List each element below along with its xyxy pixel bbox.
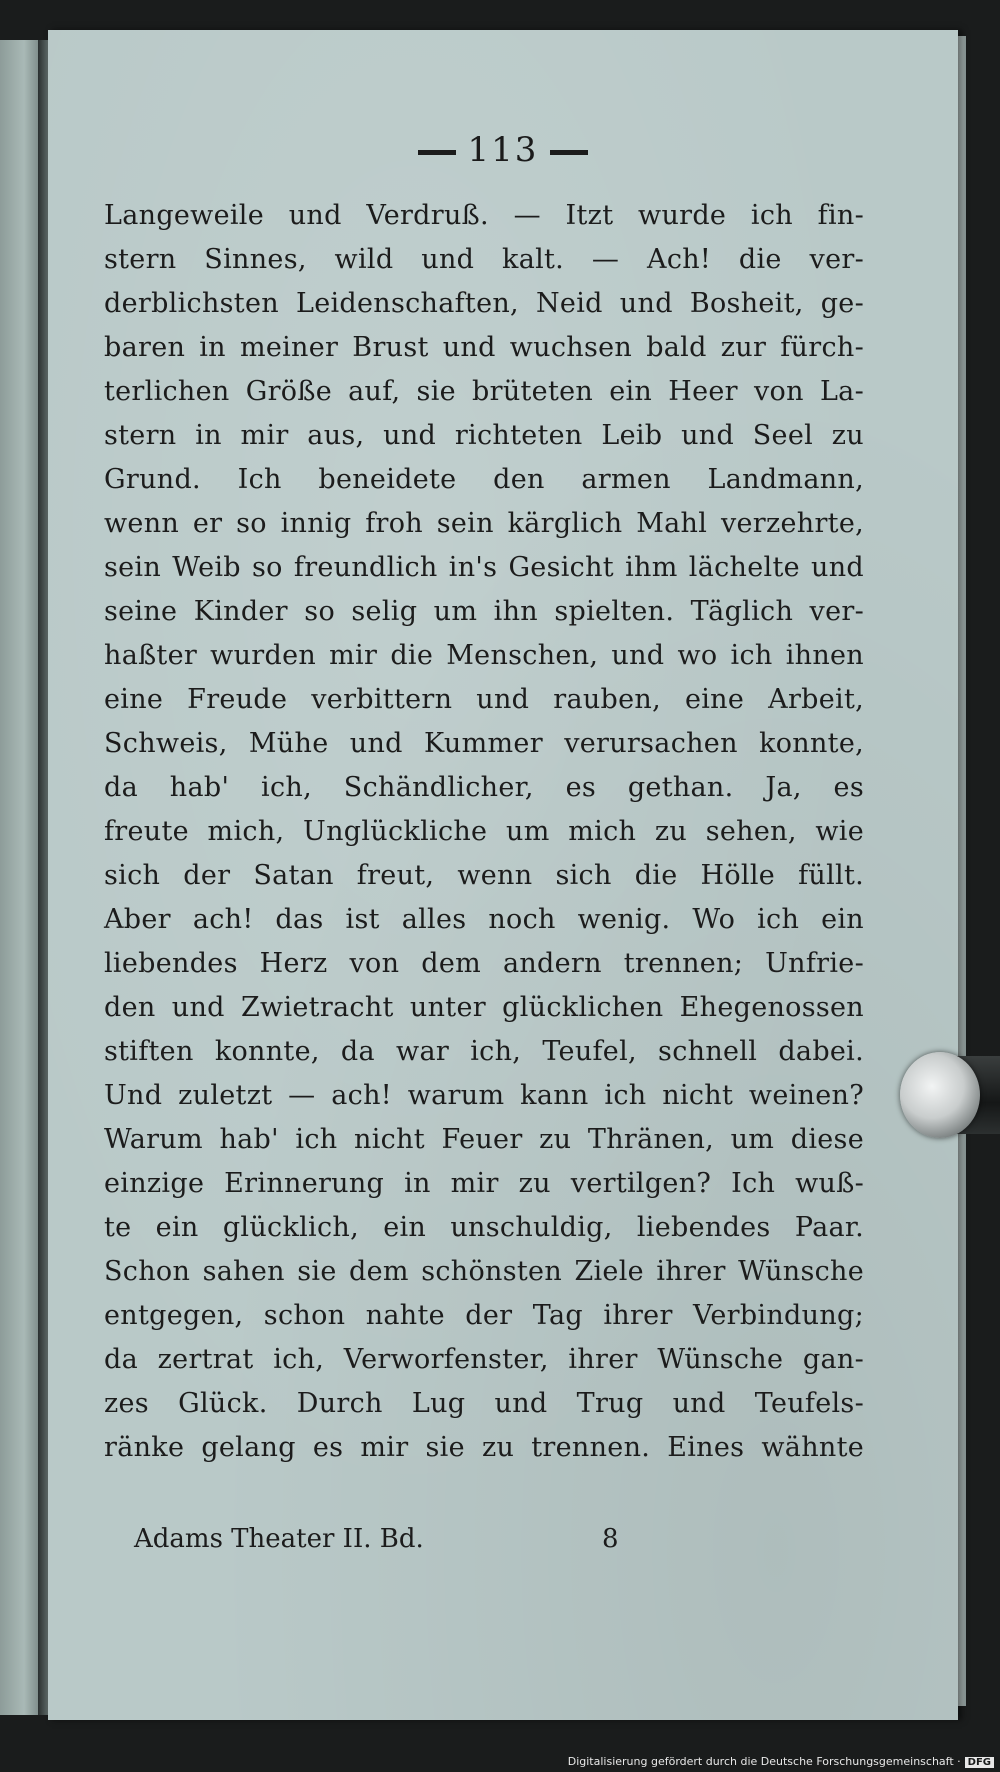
text-line: Warum hab' ich nicht Feuer zu Thränen, um diese xyxy=(104,1124,864,1155)
text-line: Langeweile und Verdruß. — Itzt wurde ich fin- xyxy=(104,200,864,231)
text-line: te ein glücklich, ein unschuldig, liebendes Paar. xyxy=(104,1212,864,1243)
digitization-credit xyxy=(568,1755,994,1768)
text-line: derblichsten Leidenschaften, Neid und Bosheit, ge- xyxy=(104,288,864,319)
text-line: sich der Satan freut, wenn sich die Hölle füllt. xyxy=(104,860,864,891)
text-line: stern in mir aus, und richteten Leib und Seel zu xyxy=(104,420,864,451)
text-line: ränke gelang es mir sie zu trennen. Eines wähnte xyxy=(104,1432,864,1463)
text-line: wenn er so innig froh sein kärglich Mahl verzehrte, xyxy=(104,508,864,539)
text-line: terlichen Größe auf, sie brüteten ein Heer von La- xyxy=(104,376,864,407)
text-line: Schweis, Mühe und Kummer verursachen konnte, xyxy=(104,728,864,759)
text-line: seine Kinder so selig um ihn spielten. Täglich ver- xyxy=(104,596,864,627)
text-line: einzige Erinnerung in mir zu vertilgen? Ich wuß- xyxy=(104,1168,864,1199)
dfg-logo: DFG xyxy=(965,1757,994,1768)
text-line: da zertrat ich, Verworfenster, ihrer Wünsche gan- xyxy=(104,1344,864,1375)
text-line: sein Weib so freundlich in's Gesicht ihm lächelte und xyxy=(104,552,864,583)
text-line: Grund. Ich beneidete den armen Landmann, xyxy=(104,464,864,495)
text-line: Aber ach! das ist alles noch wenig. Wo ich ein xyxy=(104,904,864,935)
text-line: eine Freude verbittern und rauben, eine Arbeit, xyxy=(104,684,864,715)
text-line: haßter wurden mir die Menschen, und wo ich ihnen xyxy=(104,640,864,671)
text-line: baren in meiner Brust und wuchsen bald zur fürch- xyxy=(104,332,864,363)
page-footer xyxy=(134,1524,714,1554)
header-dash-right xyxy=(550,150,588,155)
text-line: liebendes Herz von dem andern trennen; Unfrie- xyxy=(104,948,864,979)
footer-title: Adams Theater II. Bd. xyxy=(134,1524,424,1554)
signature-mark: 8 xyxy=(602,1524,619,1554)
text-line: entgegen, schon nahte der Tag ihrer Verbindung; xyxy=(104,1300,864,1331)
text-line: den und Zwietracht unter glücklichen Ehegenossen xyxy=(104,992,864,1023)
header-dash-left xyxy=(418,150,456,155)
book-gutter xyxy=(38,40,48,1715)
credit-text: Digitalisierung gefördert durch die Deutsche Forschungsgemeinschaft · xyxy=(567,1755,961,1768)
text-line: da hab' ich, Schändlicher, es gethan. Ja, es xyxy=(104,772,864,803)
facing-page-edge xyxy=(0,40,40,1715)
body-text xyxy=(104,194,864,1470)
page-header xyxy=(48,130,958,170)
text-line: freute mich, Unglückliche um mich zu sehen, wie xyxy=(104,816,864,847)
text-line: Schon sahen sie dem schönsten Ziele ihrer Wünsche xyxy=(104,1256,864,1287)
text-line: stiften konnte, da war ich, Teufel, schnell dabei. xyxy=(104,1036,864,1067)
page-clamp xyxy=(900,1048,1000,1158)
book-page xyxy=(48,30,958,1720)
text-line: stern Sinnes, wild und kalt. — Ach! die ver- xyxy=(104,244,864,275)
clamp-knob xyxy=(900,1052,980,1138)
page-number: 113 xyxy=(467,130,539,170)
text-line: zes Glück. Durch Lug und Trug und Teufels- xyxy=(104,1388,864,1419)
text-line: Und zuletzt — ach! warum kann ich nicht weinen? xyxy=(104,1080,864,1111)
